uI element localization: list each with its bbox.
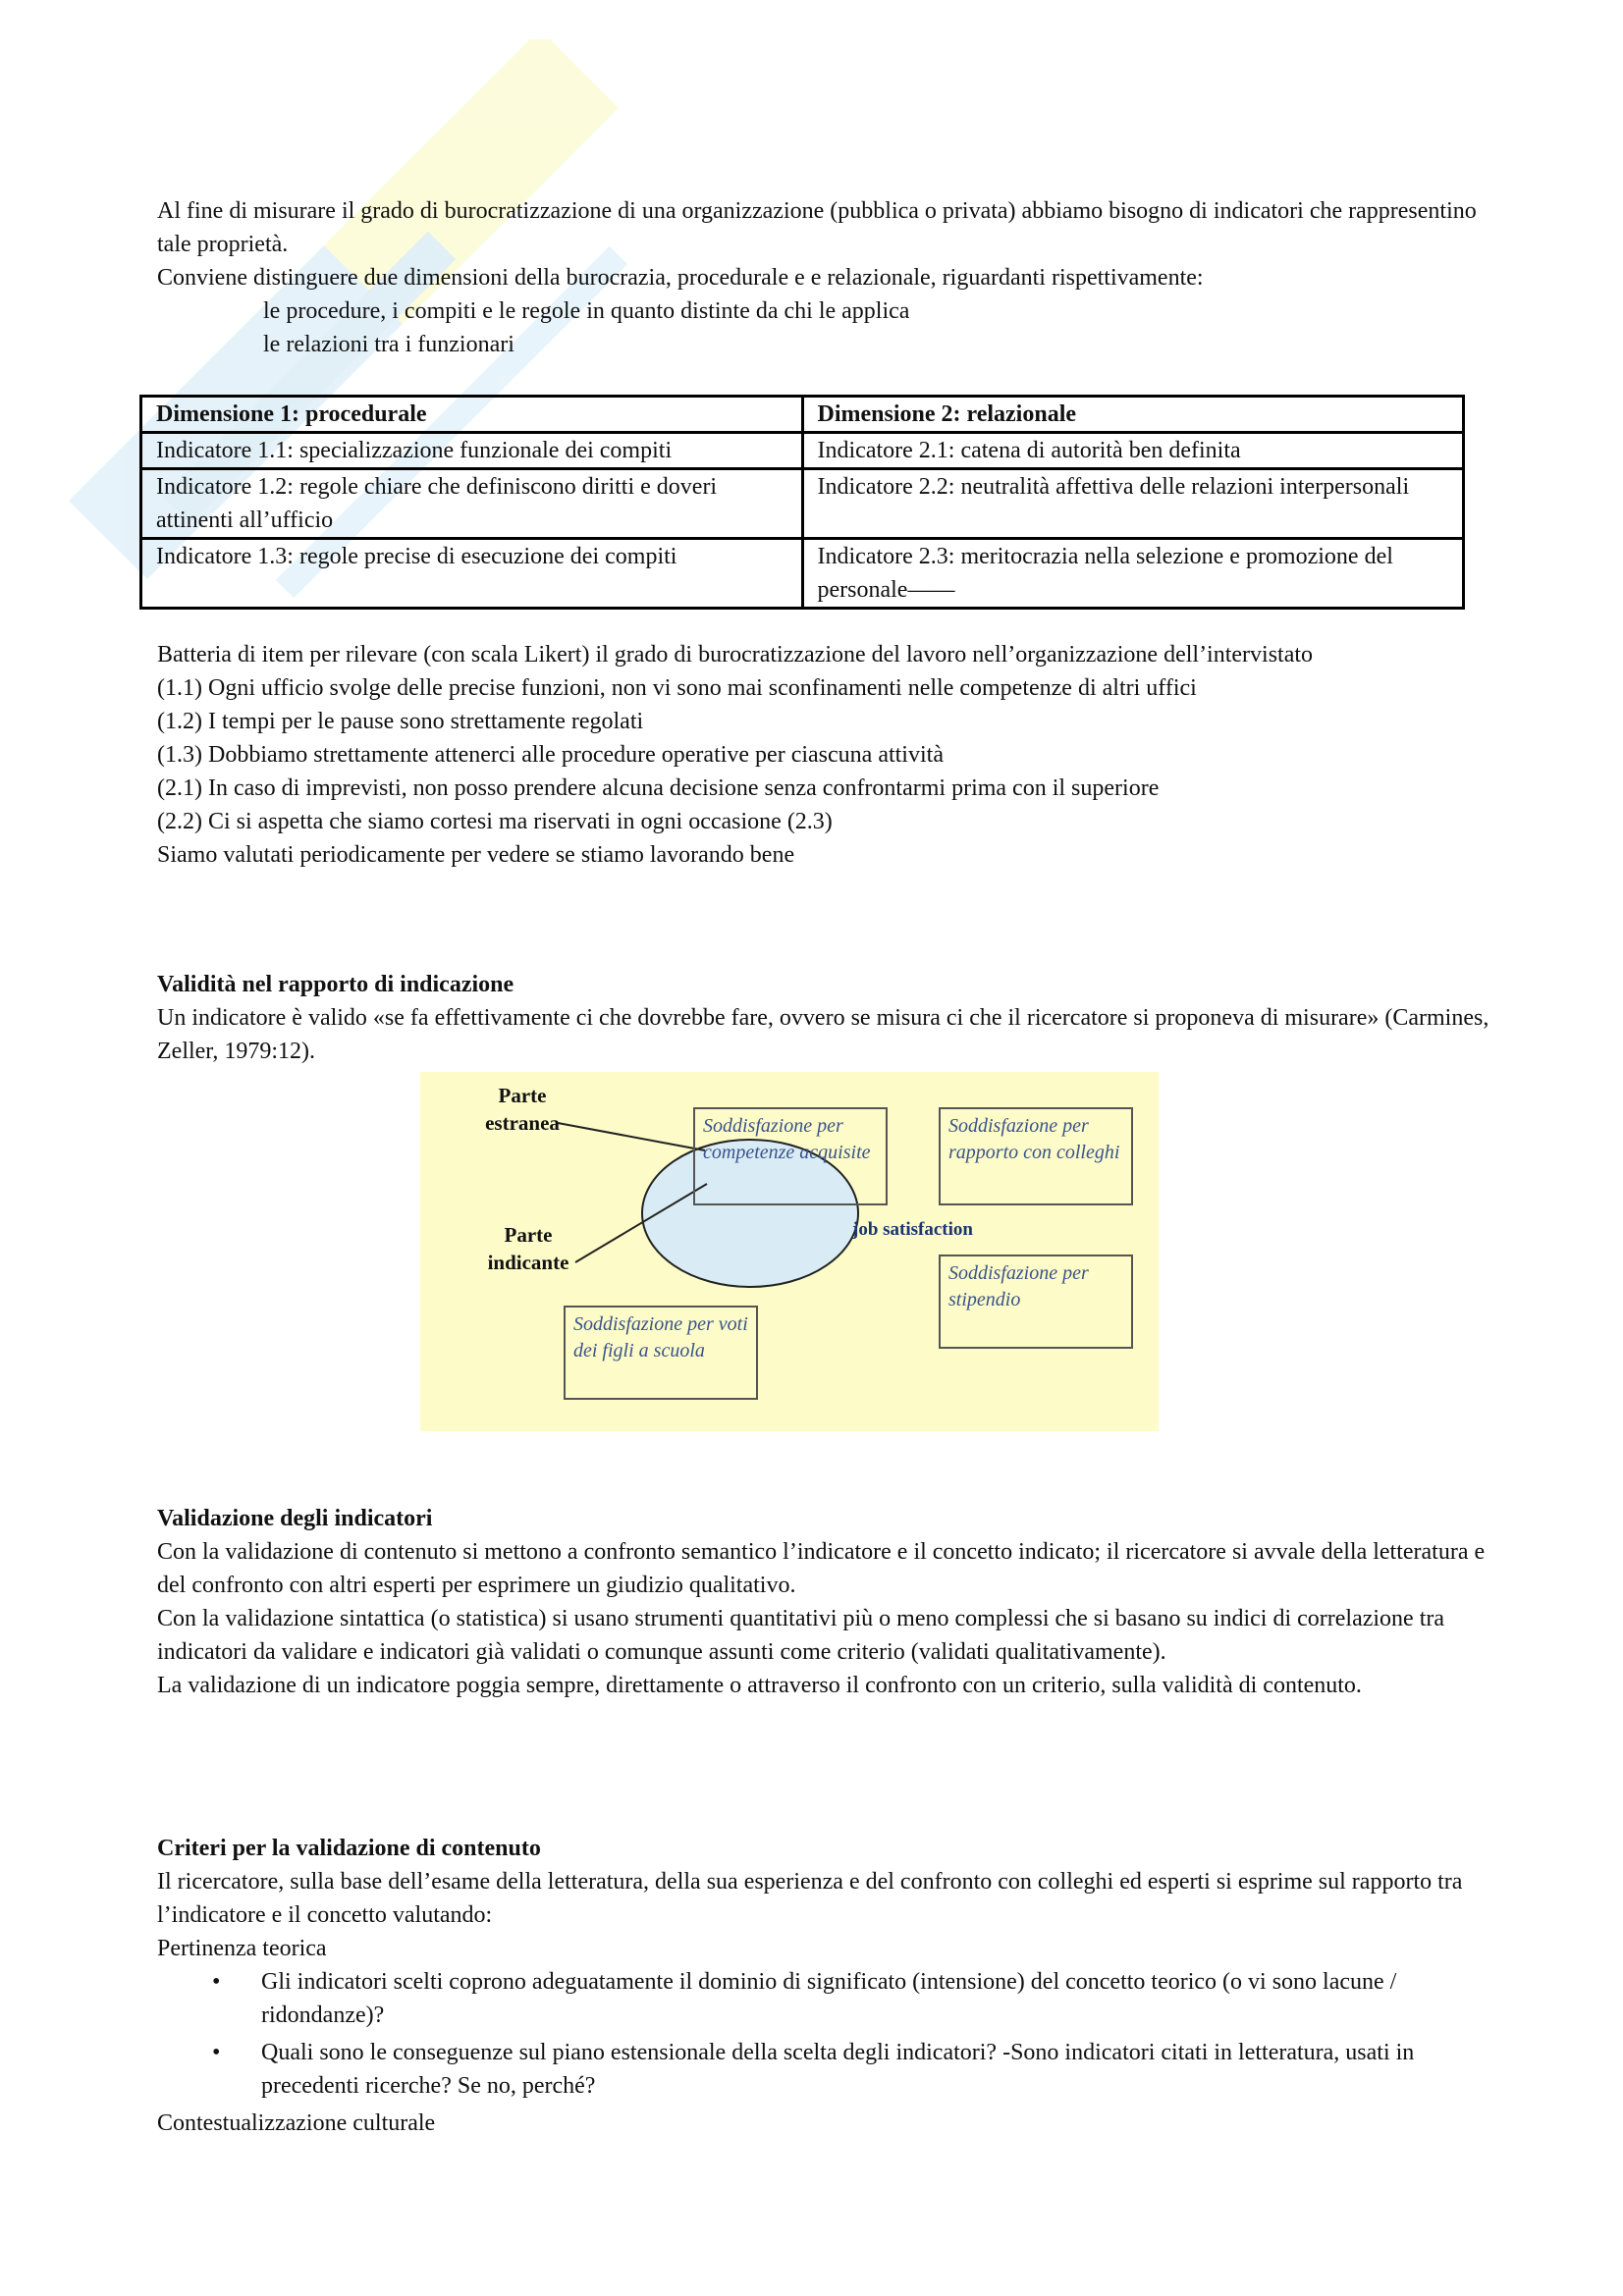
section-heading: Validazione degli indicatori: [157, 1506, 433, 1531]
bullet-square-icon: [206, 294, 263, 328]
intro-paragraph: Al fine di misurare il grado di burocratizzazione di una organizzazione (pubblica o privata) abbiamo bisogno di indicatori che rappresentino tale proprietà.: [157, 198, 1477, 257]
validation-section: [157, 1502, 1492, 1702]
bullet-dot-icon: •: [212, 1969, 221, 1995]
table-cell: Indicatore 2.2: neutralità affettiva delle relazioni interpersonali: [802, 469, 1464, 539]
list-item: (1.3) Dobbiamo strettamente attenerci alle procedure operative per ciascuna attività: [157, 742, 944, 768]
intro-section: [157, 194, 1492, 361]
box-colleghi: Soddisfazione per rapporto con colleghi: [939, 1107, 1133, 1205]
table-cell: Indicatore 1.2: regole chiare che definiscono diritti e doveri attinenti all’ufficio: [141, 469, 803, 539]
list-item: Siamo valutati periodicamente per vedere se stiamo lavorando bene: [157, 842, 795, 868]
table-cell: Indicatore 1.1: specializzazione funzionale dei compiti: [141, 433, 803, 469]
pointer-line-extraneous: [558, 1123, 705, 1150]
table-cell: Indicatore 2.3: meritocrazia nella selezione e promozione del personale——: [802, 539, 1464, 609]
list-item: • Quali sono le conseguenze sul piano estensionale della scelta degli indicatori? -Sono indicatori citati in letteratura, usati in precedenti ricerche? Se no, perché?: [206, 2036, 1492, 2103]
battery-intro: Batteria di item per rilevare (con scala Likert) il grado di burocratizzazione del lavoro nell’organizzazione dell’intervistato: [157, 642, 1314, 667]
box-competenze: Soddisfazione per competenze acquisite: [693, 1107, 888, 1205]
box-stipendio: Soddisfazione per stipendio: [939, 1255, 1133, 1349]
job-satisfaction-figure: [420, 1072, 1159, 1431]
table-header-row: [141, 397, 1464, 433]
subheading-contestualizzazione: Contestualizzazione culturale: [157, 2110, 436, 2136]
table-header: Dimensione 2: relazionale: [802, 397, 1464, 433]
table-cell: Indicatore 2.1: catena di autorità ben definita: [802, 433, 1464, 469]
table-cell: Indicatore 1.3: regole precise di esecuzione dei compiti: [141, 539, 803, 609]
table-row: [141, 539, 1464, 609]
list-item: (2.2) Ci si aspetta che siamo cortesi ma riservati in ogni occasione (2.3): [157, 809, 833, 834]
criteria-list: [157, 1965, 1492, 2103]
intro-dimensions-paragraph: Conviene distinguere due dimensioni della burocrazia, procedurale e e relazionale, riguardanti rispettivamente:: [157, 265, 1204, 291]
validity-paragraph: Un indicatore è valido «se fa effettivamente ci che dovrebbe fare, ovvero se misura ci che il ricercatore si proponeva di misurare» (Carmines, Zeller, 1979:12).: [157, 1005, 1489, 1064]
dimensions-table: [139, 395, 1465, 610]
list-item: (2.1) In caso di imprevisti, non posso prendere alcuna decisione senza confrontarmi prima con il superiore: [157, 775, 1160, 801]
table-header: Dimensione 1: procedurale: [141, 397, 803, 433]
criteria-intro: Il ricercatore, sulla base dell’esame della letteratura, della sua esperienza e del confronto con colleghi ed esperti si esprime sul rapporto tra l’indicatore e il concetto valutando:: [157, 1869, 1463, 1928]
label-extraneous: Parte estranea: [485, 1084, 560, 1135]
bullet-square-icon: [206, 328, 263, 361]
section-heading: Validità nel rapporto di indicazione: [157, 972, 514, 997]
section-heading: Criteri per la validazione di contenuto: [157, 1836, 541, 1861]
label-indicating: Parte indicante: [487, 1223, 569, 1274]
concept-label: job satisfaction: [852, 1219, 973, 1240]
bullet-dot-icon: •: [212, 2040, 221, 2065]
criteria-section: [157, 1832, 1492, 2140]
list-item: • Gli indicatori scelti coprono adeguatamente il dominio di significato (intensione) del concetto teorico (o vi sono lacune / ridondanze)?: [206, 1965, 1492, 2032]
table-row: [141, 469, 1464, 539]
list-item: (1.2) I tempi per le pause sono strettamente regolati: [157, 709, 644, 734]
validation-paragraph: Con la validazione di contenuto si mettono a confronto semantico l’indicatore e il concetto indicato; il ricercatore si avvale della letteratura e del confronto con altri esperti per esprimere un giudizio qualitativo.: [157, 1539, 1486, 1598]
box-figli: Soddisfazione per voti dei figli a scuola: [564, 1306, 758, 1400]
subheading-pertinenza: Pertinenza teorica: [157, 1936, 327, 1961]
table-row: [141, 433, 1464, 469]
validation-paragraph: Con la validazione sintattica (o statistica) si usano strumenti quantitativi più o meno complessi che si basano su indici di correlazione tra indicatori da validare e indicatori già validati o comunque assunti come criterio (validati qualitativamente).: [157, 1606, 1444, 1665]
list-item: le procedure, i compiti e le regole in quanto distinte da chi le applica: [206, 294, 1492, 328]
list-item: le relazioni tra i funzionari: [206, 328, 1492, 361]
validity-section: [157, 968, 1492, 1068]
list-item: (1.1) Ogni ufficio svolge delle precise funzioni, non vi sono mai sconfinamenti nelle competenze di altri uffici: [157, 675, 1197, 701]
battery-section: [157, 638, 1492, 872]
validation-paragraph: La validazione di un indicatore poggia sempre, direttamente o attraverso il confronto con un criterio, sulla validità di contenuto.: [157, 1673, 1362, 1698]
